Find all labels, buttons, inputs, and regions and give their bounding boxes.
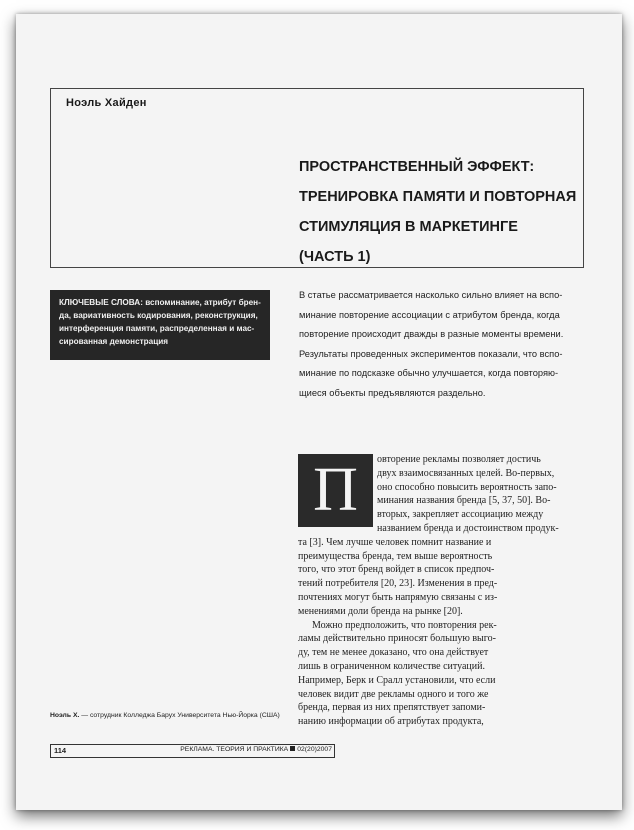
- body-line: овторение рекламы позволяет достичь: [377, 454, 541, 465]
- abstract-line: повторение происходит дважды в разные моменты времени.: [299, 329, 564, 340]
- footer-rule: [50, 744, 334, 745]
- body-line: ламы действительно приносят большую выго-: [298, 633, 496, 645]
- body-line: бренда, первая из них препятствует запоми-: [298, 702, 486, 714]
- footer-rule: [50, 744, 51, 758]
- author-name: Ноэль Хайден: [66, 97, 147, 109]
- author-affiliation: [50, 712, 290, 719]
- body-line: человек видит две рекламы одного и того же: [298, 688, 489, 700]
- abstract-line: минание по подсказке обычно улучшается, когда повторяю-: [299, 368, 559, 379]
- keywords-line: КЛЮЧЕВЫЕ СЛОВА: вспоминание, атрибут брен-: [59, 298, 261, 307]
- body-line: оно способно повысить вероятность запо-: [377, 481, 557, 493]
- black-square-icon: [290, 746, 295, 751]
- footer-rule: [50, 757, 334, 758]
- body-line: почтениях могут быть напрямую связаны с из-: [298, 591, 498, 603]
- page-number: 114: [54, 746, 67, 755]
- abstract-line: В статье рассматривается насколько сильно влияет на вспо-: [299, 290, 563, 300]
- body-line: Например, Берк и Сралл установили, что если: [298, 674, 496, 686]
- abstract-line: щиеся объекты предъявляются раздельно.: [299, 387, 486, 398]
- body-line: двух взаимосвязанных целей. Во-первых,: [377, 467, 555, 479]
- affiliation-text: — сотрудник Колледжа Барух Университета Нью-Йорка (США): [79, 712, 280, 719]
- body-line: вторых, закрепляет ассоциацию между: [377, 509, 544, 521]
- article-title: [299, 152, 579, 272]
- body-line: Можно предположить, что повторения рек-: [312, 619, 497, 631]
- abstract-line: Результаты проведенных экспериментов показали, что вспо-: [299, 348, 563, 359]
- body-line: нанию информации об атрибутах продукта,: [298, 716, 484, 728]
- body-line: менениями доли бренда на рынке [20].: [298, 605, 463, 617]
- journal-title: РЕКЛАМА. ТЕОРИЯ И ПРАКТИКА: [180, 746, 289, 753]
- body-line: лишь в ограниченном количестве ситуаций.: [298, 660, 485, 672]
- drop-cap: П: [298, 454, 373, 527]
- keywords-box: [50, 290, 270, 360]
- title-line: ПРОСТРАНСТВЕННЫЙ ЭФФЕКТ:: [299, 159, 535, 175]
- body-line: ду, тем не менее доказано, что она действует: [298, 647, 489, 659]
- keywords-line: интерференция памяти, распределенная и мас-: [59, 324, 255, 333]
- body-line: того, что этот бренд войдет в список предпоч-: [298, 564, 495, 576]
- title-line: СТИМУЛЯЦИЯ В МАРКЕТИНГЕ: [299, 219, 518, 235]
- footer-rule: [334, 744, 335, 758]
- abstract: [299, 286, 589, 404]
- body-line: названием бренда и достоинством продук-: [377, 522, 559, 534]
- title-line: ТРЕНИРОВКА ПАМЯТИ И ПОВТОРНАЯ: [299, 189, 577, 205]
- affiliation-name: Ноэль Х.: [50, 712, 80, 719]
- body-text: [298, 453, 586, 729]
- body-line: преимущества бренда, тем выше вероятность: [298, 550, 493, 562]
- body-line: та [3]. Чем лучше человек помнит название и: [298, 536, 492, 548]
- journal-footer: [180, 746, 332, 753]
- title-line: (ЧАСТЬ 1): [299, 249, 371, 265]
- abstract-line: минание повторение ассоциации с атрибутом бренда, когда: [299, 309, 560, 320]
- body-line: минания названия бренда [5, 37, 50]. Во-: [377, 495, 551, 507]
- body-line: тений потребителя [20, 23]. Изменения в пред-: [298, 578, 498, 590]
- keywords-line: сированная демонстрация: [59, 337, 169, 346]
- journal-issue: 02(20)2007: [297, 746, 332, 753]
- keywords-line: да, вариативность кодирования, реконструкция,: [59, 311, 258, 320]
